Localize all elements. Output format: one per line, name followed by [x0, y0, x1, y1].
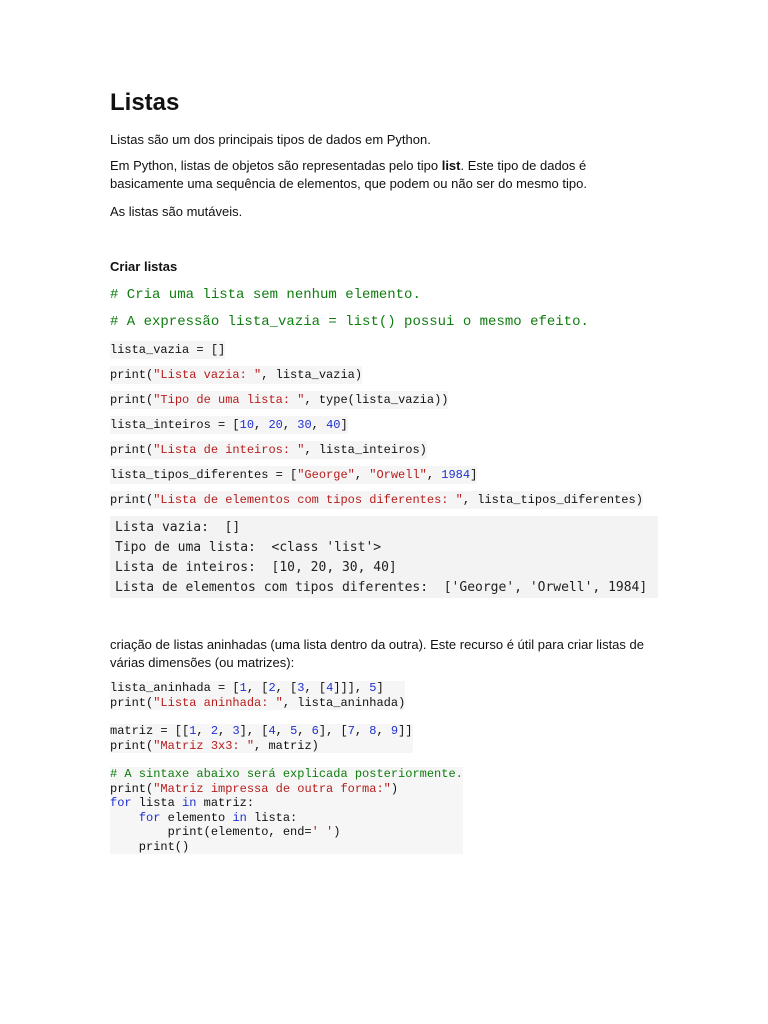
code-comment: # A sintaxe abaixo será explicada posteriormente.	[110, 767, 463, 781]
code-number: 20	[268, 418, 283, 432]
output-line: Lista de inteiros: [10, 20, 30, 40]	[115, 560, 397, 575]
code-token: ,	[254, 418, 269, 432]
code-keyword: in	[182, 796, 197, 810]
code-token: , lista_tipos_diferentes)	[462, 493, 643, 507]
code-indent	[110, 811, 139, 825]
list-type-text-a: Em Python, listas de objetos são representadas pelo tipo	[110, 158, 442, 173]
output-block	[110, 516, 658, 598]
code-token: , lista_aninhada)	[282, 695, 406, 710]
code-token: ,	[297, 724, 312, 738]
code-string: ' '	[311, 825, 334, 839]
code-number: 5	[290, 724, 298, 738]
intro-paragraph: Listas são um dos principais tipos de dados em Python.	[110, 132, 431, 147]
code-number: 40	[326, 418, 341, 432]
code-token: , [	[246, 681, 269, 695]
code-token: lista_aninhada = [	[110, 681, 240, 695]
code-line-print-tipos	[110, 491, 643, 509]
code-token: ]	[340, 418, 348, 432]
code-token: ,	[354, 468, 370, 482]
code-token: lista_inteiros = [	[110, 418, 240, 432]
code-number: 1	[189, 724, 197, 738]
code-number: 2	[268, 681, 276, 695]
code-block-aninhada	[110, 681, 405, 710]
code-keyword: in	[232, 810, 247, 825]
code-token: print(	[110, 695, 154, 710]
list-type-bold: list	[441, 158, 461, 173]
code-token: print(	[110, 368, 154, 382]
code-number: 3	[297, 681, 305, 695]
code-number: 9	[390, 724, 399, 738]
code-number: 5	[369, 681, 377, 695]
code-token: print(	[110, 738, 154, 753]
list-type-text-b: . Este tipo de dados é basicamente uma sequência de elementos, que podem ou não ser do mesmo tipo.	[110, 158, 587, 191]
code-token: ,	[196, 724, 211, 738]
code-string: "Tipo de uma lista: "	[153, 393, 305, 407]
output-line: Lista vazia: []	[115, 520, 241, 535]
code-string: "Lista vazia: "	[153, 368, 262, 382]
code-token: ]]	[398, 724, 413, 738]
section-title: Criar listas	[110, 259, 178, 274]
code-token: ,	[426, 468, 442, 482]
code-number: 8	[369, 724, 377, 738]
code-number: 3	[232, 724, 240, 738]
code-token: )	[333, 825, 341, 839]
code-comment-2: # A expressão lista_vazia = list() possui o mesmo efeito.	[110, 314, 589, 330]
code-token: ]]],	[333, 681, 370, 695]
code-token: print(	[110, 493, 154, 507]
code-line-print-tipo	[110, 391, 448, 409]
code-string: "Matriz 3x3: "	[153, 738, 255, 753]
code-token: ], [	[239, 724, 269, 738]
code-token: ,	[282, 418, 298, 432]
code-token: matriz:	[196, 796, 255, 810]
code-block-loop	[110, 767, 463, 854]
code-token: ]	[376, 681, 384, 695]
code-string: "Lista de elementos com tipos diferentes: "	[153, 493, 463, 507]
code-number: 4	[326, 681, 334, 695]
code-token: lista:	[246, 810, 298, 825]
code-line-print-lista-vazia	[110, 366, 362, 384]
code-token: ,	[218, 724, 233, 738]
code-token: print(elemento, end=	[110, 825, 312, 839]
code-token: , [	[304, 681, 327, 695]
code-keyword: for	[110, 796, 132, 810]
code-token: , lista_inteiros)	[304, 443, 427, 457]
output-line: Lista de elementos com tipos diferentes: ['George', 'Orwell', 1984]	[115, 580, 648, 595]
code-string: "Lista de inteiros: "	[153, 443, 305, 457]
code-string: "Orwell"	[369, 468, 427, 482]
code-token: ,	[376, 724, 391, 738]
code-token: ]	[470, 468, 478, 482]
code-number: 1984	[441, 468, 471, 482]
code-token: , lista_vazia)	[261, 368, 363, 382]
code-block-matriz	[110, 724, 413, 753]
code-number: 2	[210, 724, 219, 738]
output-line: Tipo de uma lista: <class 'list'>	[115, 540, 382, 555]
list-type-paragraph	[110, 157, 658, 193]
mutable-paragraph: As listas são mutáveis.	[110, 204, 243, 219]
nested-lists-paragraph: criação de listas aninhadas (uma lista dentro da outra). Este recurso é útil para criar listas de várias dimensões (ou matrizes):	[110, 637, 644, 670]
code-line-lista-inteiros	[110, 416, 348, 434]
code-line-lista-tipos	[110, 466, 477, 484]
code-token: ,	[354, 724, 370, 738]
code-token: print(	[110, 781, 154, 796]
code-token: matriz = [[	[110, 724, 190, 738]
code-token: ,	[311, 418, 327, 432]
code-keyword: for	[138, 810, 161, 825]
page-title: Listas	[110, 89, 180, 116]
code-comment-1: # Cria uma lista sem nenhum elemento.	[110, 287, 421, 303]
code-number: 30	[297, 418, 312, 432]
code-string: "Matriz impressa de outra forma:"	[153, 781, 391, 796]
code-number: 4	[268, 724, 276, 738]
code-line-lista-vazia: lista_vazia = []	[110, 343, 226, 357]
code-line-print-inteiros	[110, 441, 427, 459]
code-token: , type(lista_vazia))	[304, 393, 449, 407]
code-number: 7	[347, 724, 355, 738]
code-token: , matriz)	[254, 738, 319, 753]
code-number: 10	[239, 418, 255, 432]
code-token: ], [	[318, 724, 348, 738]
code-token: print(	[110, 443, 154, 457]
code-token: lista_tipos_diferentes = [	[110, 468, 298, 482]
code-string: "George"	[297, 468, 355, 482]
code-token: print(	[110, 393, 154, 407]
code-token: ,	[275, 724, 291, 738]
code-number: 6	[311, 724, 319, 738]
code-token: elemento	[160, 810, 233, 825]
code-token: , [	[275, 681, 298, 695]
code-number: 1	[239, 681, 247, 695]
code-token: lista	[131, 796, 183, 810]
code-token: print()	[110, 839, 190, 854]
code-string: "Lista aninhada: "	[153, 695, 283, 710]
code-token: )	[390, 781, 399, 796]
